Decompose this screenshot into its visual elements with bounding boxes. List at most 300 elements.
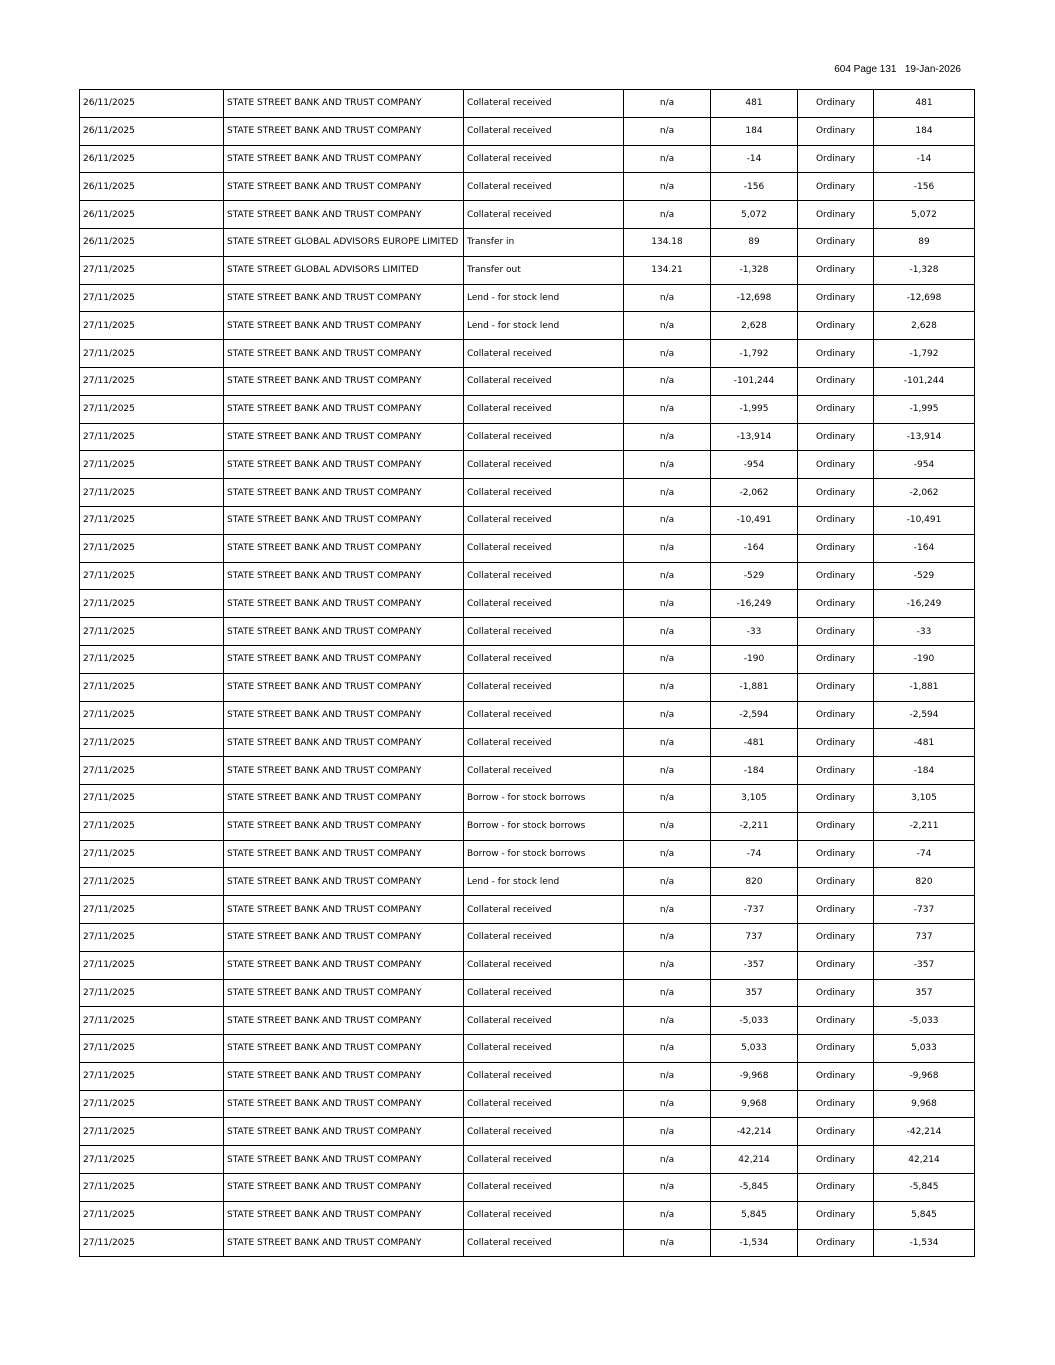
table-row (80, 729, 975, 757)
table-row (80, 451, 975, 479)
transaction-type-cell: Collateral received (464, 590, 624, 618)
entity-cell: STATE STREET BANK AND TRUST COMPANY (224, 951, 464, 979)
transaction-type-cell: Collateral received (464, 1062, 624, 1090)
table-row (80, 673, 975, 701)
security-class-cell: Ordinary (798, 173, 874, 201)
security-class-cell: Ordinary (798, 145, 874, 173)
entity-cell: STATE STREET BANK AND TRUST COMPANY (224, 506, 464, 534)
header-date: 19-Jan-2026 (904, 64, 961, 75)
price-cell: n/a (624, 145, 711, 173)
table-row (80, 1174, 975, 1202)
entity-cell: STATE STREET BANK AND TRUST COMPANY (224, 701, 464, 729)
quantity-cell: -156 (711, 173, 798, 201)
quantity-cell: -481 (711, 729, 798, 757)
date-cell: 26/11/2025 (80, 145, 224, 173)
security-class-cell: Ordinary (798, 479, 874, 507)
date-cell: 27/11/2025 (80, 1146, 224, 1174)
security-class-cell: Ordinary (798, 590, 874, 618)
security-class-cell: Ordinary (798, 840, 874, 868)
quantity-cell: -1,792 (711, 340, 798, 368)
price-cell: n/a (624, 90, 711, 118)
security-class-cell: Ordinary (798, 312, 874, 340)
votes-cell: 820 (874, 868, 975, 896)
table-row (80, 1007, 975, 1035)
date-cell: 27/11/2025 (80, 1174, 224, 1202)
transaction-type-cell: Collateral received (464, 1035, 624, 1063)
votes-cell: -9,968 (874, 1062, 975, 1090)
quantity-cell: -33 (711, 618, 798, 646)
table-row (80, 1062, 975, 1090)
transaction-type-cell: Collateral received (464, 1229, 624, 1257)
transaction-type-cell: Borrow - for stock borrows (464, 784, 624, 812)
security-class-cell: Ordinary (798, 256, 874, 284)
date-cell: 26/11/2025 (80, 201, 224, 229)
date-cell: 27/11/2025 (80, 1007, 224, 1035)
security-class-cell: Ordinary (798, 784, 874, 812)
date-cell: 26/11/2025 (80, 90, 224, 118)
votes-cell: 42,214 (874, 1146, 975, 1174)
entity-cell: STATE STREET BANK AND TRUST COMPANY (224, 145, 464, 173)
entity-cell: STATE STREET BANK AND TRUST COMPANY (224, 173, 464, 201)
votes-cell: -2,594 (874, 701, 975, 729)
date-cell: 27/11/2025 (80, 506, 224, 534)
date-cell: 27/11/2025 (80, 784, 224, 812)
quantity-cell: -10,491 (711, 506, 798, 534)
date-cell: 27/11/2025 (80, 534, 224, 562)
price-cell: n/a (624, 173, 711, 201)
price-cell: n/a (624, 340, 711, 368)
price-cell: n/a (624, 479, 711, 507)
price-cell: n/a (624, 840, 711, 868)
votes-cell: -101,244 (874, 367, 975, 395)
security-class-cell: Ordinary (798, 1229, 874, 1257)
price-cell: n/a (624, 1146, 711, 1174)
table-row (80, 868, 975, 896)
quantity-cell: -164 (711, 534, 798, 562)
transaction-type-cell: Collateral received (464, 340, 624, 368)
entity-cell: STATE STREET BANK AND TRUST COMPANY (224, 1062, 464, 1090)
price-cell: n/a (624, 1201, 711, 1229)
votes-cell: -357 (874, 951, 975, 979)
table-row (80, 979, 975, 1007)
date-cell: 26/11/2025 (80, 173, 224, 201)
date-cell: 27/11/2025 (80, 896, 224, 924)
quantity-cell: 184 (711, 117, 798, 145)
transaction-type-cell: Collateral received (464, 951, 624, 979)
transaction-type-cell: Collateral received (464, 1146, 624, 1174)
security-class-cell: Ordinary (798, 1118, 874, 1146)
transaction-type-cell: Lend - for stock lend (464, 312, 624, 340)
date-cell: 27/11/2025 (80, 757, 224, 785)
votes-cell: -33 (874, 618, 975, 646)
votes-cell: -5,845 (874, 1174, 975, 1202)
price-cell: n/a (624, 423, 711, 451)
votes-cell: -1,995 (874, 395, 975, 423)
security-class-cell: Ordinary (798, 395, 874, 423)
entity-cell: STATE STREET BANK AND TRUST COMPANY (224, 479, 464, 507)
price-cell: n/a (624, 590, 711, 618)
table-row (80, 423, 975, 451)
security-class-cell: Ordinary (798, 645, 874, 673)
entity-cell: STATE STREET BANK AND TRUST COMPANY (224, 451, 464, 479)
table-row (80, 340, 975, 368)
transaction-type-cell: Collateral received (464, 90, 624, 118)
votes-cell: 5,072 (874, 201, 975, 229)
votes-cell: -2,062 (874, 479, 975, 507)
price-cell: n/a (624, 367, 711, 395)
table-row (80, 1090, 975, 1118)
entity-cell: STATE STREET BANK AND TRUST COMPANY (224, 117, 464, 145)
quantity-cell: -1,328 (711, 256, 798, 284)
quantity-cell: -1,881 (711, 673, 798, 701)
quantity-cell: 820 (711, 868, 798, 896)
security-class-cell: Ordinary (798, 868, 874, 896)
table-row (80, 1201, 975, 1229)
security-class-cell: Ordinary (798, 951, 874, 979)
table-row (80, 395, 975, 423)
entity-cell: STATE STREET BANK AND TRUST COMPANY (224, 645, 464, 673)
date-cell: 27/11/2025 (80, 312, 224, 340)
price-cell: n/a (624, 645, 711, 673)
table-row (80, 923, 975, 951)
price-cell: n/a (624, 1118, 711, 1146)
transaction-type-cell: Transfer out (464, 256, 624, 284)
price-cell: n/a (624, 951, 711, 979)
transaction-type-cell: Collateral received (464, 1201, 624, 1229)
entity-cell: STATE STREET BANK AND TRUST COMPANY (224, 312, 464, 340)
date-cell: 27/11/2025 (80, 951, 224, 979)
entity-cell: STATE STREET BANK AND TRUST COMPANY (224, 812, 464, 840)
security-class-cell: Ordinary (798, 562, 874, 590)
votes-cell: -954 (874, 451, 975, 479)
table-row (80, 506, 975, 534)
table-row (80, 145, 975, 173)
security-class-cell: Ordinary (798, 1007, 874, 1035)
price-cell: n/a (624, 923, 711, 951)
date-cell: 27/11/2025 (80, 1229, 224, 1257)
table-row (80, 312, 975, 340)
entity-cell: STATE STREET BANK AND TRUST COMPANY (224, 618, 464, 646)
security-class-cell: Ordinary (798, 757, 874, 785)
date-cell: 27/11/2025 (80, 451, 224, 479)
transaction-type-cell: Collateral received (464, 618, 624, 646)
table-row (80, 784, 975, 812)
price-cell: n/a (624, 1062, 711, 1090)
security-class-cell: Ordinary (798, 340, 874, 368)
security-class-cell: Ordinary (798, 896, 874, 924)
date-cell: 27/11/2025 (80, 673, 224, 701)
table-row (80, 757, 975, 785)
date-cell: 27/11/2025 (80, 645, 224, 673)
table-row (80, 90, 975, 118)
entity-cell: STATE STREET BANK AND TRUST COMPANY (224, 729, 464, 757)
date-cell: 27/11/2025 (80, 701, 224, 729)
entity-cell: STATE STREET BANK AND TRUST COMPANY (224, 1229, 464, 1257)
transaction-type-cell: Collateral received (464, 423, 624, 451)
quantity-cell: -2,062 (711, 479, 798, 507)
security-class-cell: Ordinary (798, 451, 874, 479)
price-cell: n/a (624, 395, 711, 423)
entity-cell: STATE STREET BANK AND TRUST COMPANY (224, 868, 464, 896)
date-cell: 27/11/2025 (80, 923, 224, 951)
security-class-cell: Ordinary (798, 618, 874, 646)
security-class-cell: Ordinary (798, 367, 874, 395)
table-row (80, 367, 975, 395)
table-row (80, 1035, 975, 1063)
date-cell: 27/11/2025 (80, 729, 224, 757)
entity-cell: STATE STREET BANK AND TRUST COMPANY (224, 840, 464, 868)
table-row (80, 812, 975, 840)
date-cell: 27/11/2025 (80, 340, 224, 368)
quantity-cell: 5,845 (711, 1201, 798, 1229)
quantity-cell: 357 (711, 979, 798, 1007)
date-cell: 27/11/2025 (80, 1035, 224, 1063)
transaction-type-cell: Collateral received (464, 673, 624, 701)
table-row (80, 479, 975, 507)
security-class-cell: Ordinary (798, 506, 874, 534)
transaction-type-cell: Borrow - for stock borrows (464, 812, 624, 840)
table-row (80, 284, 975, 312)
votes-cell: -1,881 (874, 673, 975, 701)
entity-cell: STATE STREET BANK AND TRUST COMPANY (224, 923, 464, 951)
votes-cell: 5,845 (874, 1201, 975, 1229)
table-row (80, 562, 975, 590)
entity-cell: STATE STREET BANK AND TRUST COMPANY (224, 562, 464, 590)
price-cell: n/a (624, 117, 711, 145)
quantity-cell: 2,628 (711, 312, 798, 340)
transaction-type-cell: Collateral received (464, 923, 624, 951)
price-cell: 134.18 (624, 228, 711, 256)
quantity-cell: -529 (711, 562, 798, 590)
quantity-cell: 3,105 (711, 784, 798, 812)
transaction-type-cell: Borrow - for stock borrows (464, 840, 624, 868)
votes-cell: 9,968 (874, 1090, 975, 1118)
transactions-table-body (80, 90, 975, 1257)
date-cell: 27/11/2025 (80, 479, 224, 507)
price-cell: n/a (624, 868, 711, 896)
security-class-cell: Ordinary (798, 534, 874, 562)
date-cell: 27/11/2025 (80, 284, 224, 312)
votes-cell: -42,214 (874, 1118, 975, 1146)
date-cell: 27/11/2025 (80, 618, 224, 646)
price-cell: n/a (624, 1035, 711, 1063)
date-cell: 27/11/2025 (80, 1090, 224, 1118)
security-class-cell: Ordinary (798, 979, 874, 1007)
transaction-type-cell: Collateral received (464, 1007, 624, 1035)
security-class-cell: Ordinary (798, 228, 874, 256)
votes-cell: 2,628 (874, 312, 975, 340)
entity-cell: STATE STREET BANK AND TRUST COMPANY (224, 590, 464, 618)
votes-cell: -1,328 (874, 256, 975, 284)
votes-cell: -164 (874, 534, 975, 562)
votes-cell: -184 (874, 757, 975, 785)
security-class-cell: Ordinary (798, 1174, 874, 1202)
votes-cell: -12,698 (874, 284, 975, 312)
quantity-cell: -1,995 (711, 395, 798, 423)
entity-cell: STATE STREET BANK AND TRUST COMPANY (224, 367, 464, 395)
votes-cell: -74 (874, 840, 975, 868)
quantity-cell: -42,214 (711, 1118, 798, 1146)
transaction-type-cell: Collateral received (464, 645, 624, 673)
entity-cell: STATE STREET BANK AND TRUST COMPANY (224, 90, 464, 118)
votes-cell: -156 (874, 173, 975, 201)
quantity-cell: -9,968 (711, 1062, 798, 1090)
transaction-type-cell: Collateral received (464, 395, 624, 423)
security-class-cell: Ordinary (798, 673, 874, 701)
entity-cell: STATE STREET BANK AND TRUST COMPANY (224, 979, 464, 1007)
votes-cell: 357 (874, 979, 975, 1007)
security-class-cell: Ordinary (798, 423, 874, 451)
date-cell: 27/11/2025 (80, 562, 224, 590)
price-cell: n/a (624, 201, 711, 229)
entity-cell: STATE STREET BANK AND TRUST COMPANY (224, 284, 464, 312)
price-cell: n/a (624, 618, 711, 646)
price-cell: n/a (624, 1090, 711, 1118)
votes-cell: -2,211 (874, 812, 975, 840)
transaction-type-cell: Lend - for stock lend (464, 868, 624, 896)
date-cell: 27/11/2025 (80, 812, 224, 840)
quantity-cell: 89 (711, 228, 798, 256)
date-cell: 27/11/2025 (80, 1201, 224, 1229)
quantity-cell: -74 (711, 840, 798, 868)
quantity-cell: -5,845 (711, 1174, 798, 1202)
price-cell: n/a (624, 701, 711, 729)
quantity-cell: -954 (711, 451, 798, 479)
votes-cell: -5,033 (874, 1007, 975, 1035)
transaction-type-cell: Collateral received (464, 145, 624, 173)
votes-cell: -10,491 (874, 506, 975, 534)
date-cell: 26/11/2025 (80, 228, 224, 256)
entity-cell: STATE STREET BANK AND TRUST COMPANY (224, 340, 464, 368)
table-row (80, 173, 975, 201)
transaction-type-cell: Collateral received (464, 451, 624, 479)
entity-cell: STATE STREET BANK AND TRUST COMPANY (224, 395, 464, 423)
entity-cell: STATE STREET BANK AND TRUST COMPANY (224, 1007, 464, 1035)
security-class-cell: Ordinary (798, 1035, 874, 1063)
price-cell: n/a (624, 1007, 711, 1035)
date-cell: 27/11/2025 (80, 840, 224, 868)
date-cell: 27/11/2025 (80, 367, 224, 395)
votes-cell: -1,792 (874, 340, 975, 368)
quantity-cell: -16,249 (711, 590, 798, 618)
votes-cell: -529 (874, 562, 975, 590)
quantity-cell: -190 (711, 645, 798, 673)
entity-cell: STATE STREET BANK AND TRUST COMPANY (224, 1201, 464, 1229)
transaction-type-cell: Collateral received (464, 1118, 624, 1146)
date-cell: 26/11/2025 (80, 117, 224, 145)
page-label: Page 131 (853, 64, 897, 75)
price-cell: 134.21 (624, 256, 711, 284)
quantity-cell: -2,211 (711, 812, 798, 840)
quantity-cell: -2,594 (711, 701, 798, 729)
votes-cell: 89 (874, 228, 975, 256)
table-row (80, 117, 975, 145)
table-row (80, 840, 975, 868)
price-cell: n/a (624, 673, 711, 701)
price-cell: n/a (624, 729, 711, 757)
security-class-cell: Ordinary (798, 90, 874, 118)
table-row (80, 1118, 975, 1146)
entity-cell: STATE STREET BANK AND TRUST COMPANY (224, 534, 464, 562)
entity-cell: STATE STREET BANK AND TRUST COMPANY (224, 1174, 464, 1202)
votes-cell: -737 (874, 896, 975, 924)
table-row (80, 534, 975, 562)
entity-cell: STATE STREET BANK AND TRUST COMPANY (224, 784, 464, 812)
security-class-cell: Ordinary (798, 201, 874, 229)
entity-cell: STATE STREET BANK AND TRUST COMPANY (224, 673, 464, 701)
quantity-cell: -12,698 (711, 284, 798, 312)
quantity-cell: 5,072 (711, 201, 798, 229)
transaction-type-cell: Collateral received (464, 979, 624, 1007)
quantity-cell: 5,033 (711, 1035, 798, 1063)
table-row (80, 1229, 975, 1257)
transaction-type-cell: Collateral received (464, 562, 624, 590)
security-class-cell: Ordinary (798, 1146, 874, 1174)
transaction-type-cell: Collateral received (464, 173, 624, 201)
votes-cell: -14 (874, 145, 975, 173)
votes-cell: 481 (874, 90, 975, 118)
transaction-type-cell: Collateral received (464, 506, 624, 534)
entity-cell: STATE STREET BANK AND TRUST COMPANY (224, 423, 464, 451)
security-class-cell: Ordinary (798, 1090, 874, 1118)
quantity-cell: 9,968 (711, 1090, 798, 1118)
price-cell: n/a (624, 757, 711, 785)
entity-cell: STATE STREET BANK AND TRUST COMPANY (224, 201, 464, 229)
price-cell: n/a (624, 312, 711, 340)
table-row (80, 590, 975, 618)
security-class-cell: Ordinary (798, 284, 874, 312)
transaction-type-cell: Collateral received (464, 1174, 624, 1202)
price-cell: n/a (624, 979, 711, 1007)
security-class-cell: Ordinary (798, 1201, 874, 1229)
price-cell: n/a (624, 896, 711, 924)
votes-cell: -16,249 (874, 590, 975, 618)
table-row (80, 256, 975, 284)
transaction-type-cell: Collateral received (464, 701, 624, 729)
date-cell: 27/11/2025 (80, 256, 224, 284)
price-cell: n/a (624, 1229, 711, 1257)
page-header (834, 64, 961, 75)
transaction-type-cell: Collateral received (464, 201, 624, 229)
price-cell: n/a (624, 534, 711, 562)
quantity-cell: -5,033 (711, 1007, 798, 1035)
quantity-cell: -14 (711, 145, 798, 173)
table-row (80, 618, 975, 646)
quantity-cell: 737 (711, 923, 798, 951)
transaction-type-cell: Collateral received (464, 757, 624, 785)
date-cell: 27/11/2025 (80, 1118, 224, 1146)
transaction-type-cell: Collateral received (464, 117, 624, 145)
entity-cell: STATE STREET BANK AND TRUST COMPANY (224, 896, 464, 924)
transaction-type-cell: Collateral received (464, 367, 624, 395)
votes-cell: 5,033 (874, 1035, 975, 1063)
transaction-type-cell: Transfer in (464, 228, 624, 256)
entity-cell: STATE STREET GLOBAL ADVISORS LIMITED (224, 256, 464, 284)
votes-cell: -190 (874, 645, 975, 673)
entity-cell: STATE STREET BANK AND TRUST COMPANY (224, 757, 464, 785)
price-cell: n/a (624, 784, 711, 812)
price-cell: n/a (624, 451, 711, 479)
date-cell: 27/11/2025 (80, 979, 224, 1007)
quantity-cell: -737 (711, 896, 798, 924)
votes-cell: 3,105 (874, 784, 975, 812)
quantity-cell: -357 (711, 951, 798, 979)
transaction-type-cell: Collateral received (464, 1090, 624, 1118)
security-class-cell: Ordinary (798, 923, 874, 951)
table-row (80, 228, 975, 256)
quantity-cell: -13,914 (711, 423, 798, 451)
votes-cell: 737 (874, 923, 975, 951)
